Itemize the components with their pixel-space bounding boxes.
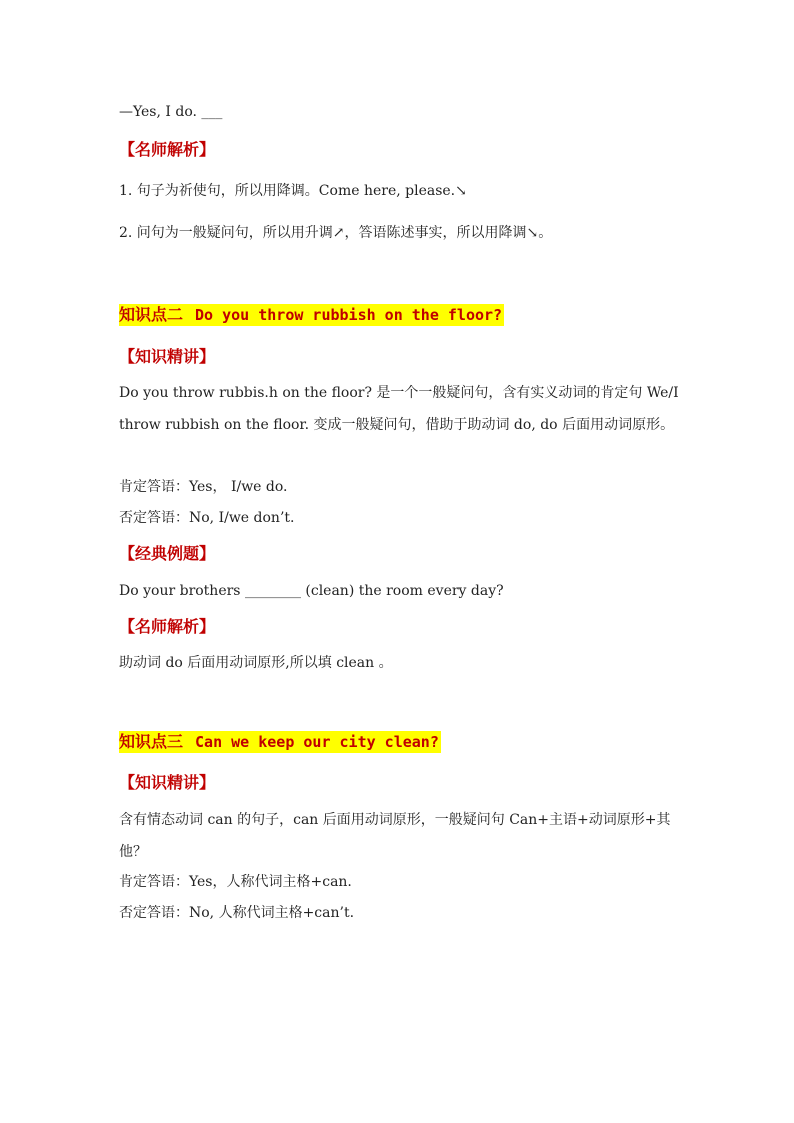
analysis-point-1: 1. 句子为祈使句，所以用降调。Come here, please.↘ <box>119 183 467 199</box>
intro-answer: —Yes, I do. ___ <box>119 104 223 120</box>
analysis-point-2: 2. 问句为一般疑问句，所以用升调↗，答语陈述事实，所以用降调↘。 <box>119 225 553 241</box>
section-2-explanation: Do you throw rubbis.h on the floor? 是一个一般疑问句，含有实义动词的肯定句 We/I throw rubbish on the floor. 变成一般疑问句，借助于助动词 do, do 后面用动词原形。 <box>119 385 679 433</box>
analysis-heading-2: 【名师解析】 <box>119 617 216 636</box>
section-3-label: 知识点三 <box>119 732 184 751</box>
knowledge-heading-2: 【知识精讲】 <box>119 347 216 366</box>
knowledge-heading-3: 【知识精讲】 <box>119 773 216 792</box>
analysis-heading-1: 【名师解析】 <box>119 140 216 159</box>
section-2-positive-answer: 肯定答语：Yes， I/we do. <box>119 479 288 495</box>
example-heading-2: 【经典例题】 <box>119 544 216 563</box>
section-2-example: Do your brothers ________ (clean) the room every day? <box>119 583 504 599</box>
section-2-negative-answer: 否定答语：No, I/we don’t. <box>119 510 295 526</box>
section-2-label: 知识点二 <box>119 305 184 324</box>
section-3-positive-answer: 肯定答语：Yes，人称代词主格+can. <box>119 874 352 890</box>
section-3-title <box>119 731 441 753</box>
section-3-explanation: 含有情态动词 can 的句子，can 后面用动词原形，一般疑问句 Can+主语+动词原形+其他？ <box>119 812 671 860</box>
section-2-heading: Do you throw rubbish on the floor? <box>195 306 503 324</box>
section-2-title <box>119 304 504 326</box>
section-2-analysis: 助动词 do 后面用动词原形,所以填 clean 。 <box>119 655 393 671</box>
section-3-negative-answer: 否定答语：No, 人称代词主格+can’t. <box>119 905 355 921</box>
section-3-heading: Can we keep our city clean? <box>195 733 439 751</box>
